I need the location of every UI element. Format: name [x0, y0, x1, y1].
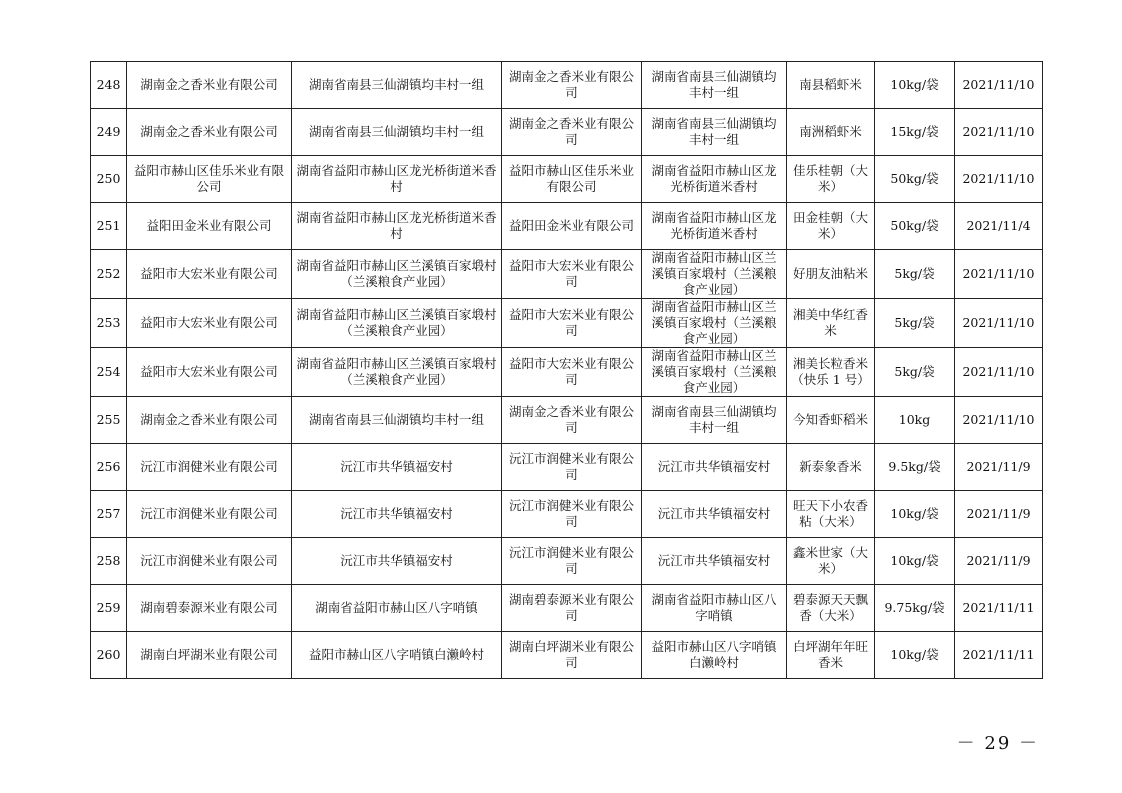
- producer-address-cell: 湖南省益阳市赫山区兰溪镇百家塅村（兰溪粮食产业园）: [292, 250, 502, 299]
- producer-name-cell: 湖南碧泰源米业有限公司: [127, 585, 292, 632]
- row-number-cell: 248: [91, 62, 127, 109]
- row-number-cell: 255: [91, 397, 127, 444]
- table-row: [91, 348, 1043, 397]
- product-name-cell: 旺天下小农香粘（大米）: [787, 491, 875, 538]
- producer-name-cell: 益阳市大宏米业有限公司: [127, 250, 292, 299]
- seller-address-cell: 湖南省南县三仙湖镇均丰村一组: [642, 109, 787, 156]
- production-date-cell: 2021/11/9: [955, 538, 1043, 585]
- seller-address-cell: 湖南省南县三仙湖镇均丰村一组: [642, 397, 787, 444]
- seller-address-cell: 益阳市赫山区八字哨镇白濑岭村: [642, 632, 787, 679]
- product-name-cell: 好朋友油粘米: [787, 250, 875, 299]
- seller-address-cell: 湖南省益阳市赫山区龙光桥街道米香村: [642, 156, 787, 203]
- seller-name-cell: 益阳市大宏米业有限公司: [502, 299, 642, 348]
- row-number-cell: 249: [91, 109, 127, 156]
- producer-address-cell: 湖南省南县三仙湖镇均丰村一组: [292, 397, 502, 444]
- producer-address-cell: 湖南省益阳市赫山区兰溪镇百家塅村（兰溪粮食产业园）: [292, 299, 502, 348]
- row-number-cell: 253: [91, 299, 127, 348]
- package-spec-cell: 50kg/袋: [875, 156, 955, 203]
- producer-name-cell: 沅江市润健米业有限公司: [127, 538, 292, 585]
- producer-name-cell: 湖南金之香米业有限公司: [127, 397, 292, 444]
- package-spec-cell: 10kg: [875, 397, 955, 444]
- table-row: [91, 299, 1043, 348]
- seller-address-cell: 湖南省益阳市赫山区龙光桥街道米香村: [642, 203, 787, 250]
- product-name-cell: 白坪湖年年旺香米: [787, 632, 875, 679]
- seller-address-cell: 湖南省南县三仙湖镇均丰村一组: [642, 62, 787, 109]
- producer-address-cell: 沅江市共华镇福安村: [292, 491, 502, 538]
- row-number-cell: 254: [91, 348, 127, 397]
- row-number-cell: 251: [91, 203, 127, 250]
- production-date-cell: 2021/11/9: [955, 444, 1043, 491]
- table-row: [91, 585, 1043, 632]
- seller-name-cell: 沅江市润健米业有限公司: [502, 491, 642, 538]
- seller-name-cell: 益阳市大宏米业有限公司: [502, 250, 642, 299]
- producer-name-cell: 益阳市赫山区佳乐米业有限公司: [127, 156, 292, 203]
- seller-name-cell: 益阳市赫山区佳乐米业有限公司: [502, 156, 642, 203]
- package-spec-cell: 15kg/袋: [875, 109, 955, 156]
- product-name-cell: 碧泰源天天飘香（大米）: [787, 585, 875, 632]
- product-name-cell: 今知香虾稻米: [787, 397, 875, 444]
- seller-address-cell: 湖南省益阳市赫山区八字哨镇: [642, 585, 787, 632]
- seller-name-cell: 益阳市大宏米业有限公司: [502, 348, 642, 397]
- product-name-cell: 南洲稻虾米: [787, 109, 875, 156]
- package-spec-cell: 10kg/袋: [875, 538, 955, 585]
- table-row: [91, 491, 1043, 538]
- seller-name-cell: 益阳田金米业有限公司: [502, 203, 642, 250]
- production-date-cell: 2021/11/9: [955, 491, 1043, 538]
- production-date-cell: 2021/11/4: [955, 203, 1043, 250]
- production-date-cell: 2021/11/11: [955, 585, 1043, 632]
- row-number-cell: 260: [91, 632, 127, 679]
- producer-name-cell: 沅江市润健米业有限公司: [127, 491, 292, 538]
- product-name-cell: 湘美长粒香米（快乐 1 号）: [787, 348, 875, 397]
- package-spec-cell: 50kg/袋: [875, 203, 955, 250]
- seller-name-cell: 湖南金之香米业有限公司: [502, 397, 642, 444]
- table-row: [91, 444, 1043, 491]
- row-number-cell: 258: [91, 538, 127, 585]
- product-name-cell: 田金桂朝（大米）: [787, 203, 875, 250]
- package-spec-cell: 9.75kg/袋: [875, 585, 955, 632]
- product-name-cell: 鑫米世家（大米）: [787, 538, 875, 585]
- product-name-cell: 佳乐桂朝（大米）: [787, 156, 875, 203]
- page-number: － 29 －: [956, 733, 1039, 754]
- table-row: [91, 203, 1043, 250]
- package-spec-cell: 5kg/袋: [875, 250, 955, 299]
- producer-name-cell: 湖南金之香米业有限公司: [127, 109, 292, 156]
- production-date-cell: 2021/11/10: [955, 348, 1043, 397]
- seller-address-cell: 沅江市共华镇福安村: [642, 538, 787, 585]
- producer-address-cell: 湖南省益阳市赫山区兰溪镇百家塅村（兰溪粮食产业园）: [292, 348, 502, 397]
- product-table: [90, 61, 1043, 679]
- product-name-cell: 湘美中华红香米: [787, 299, 875, 348]
- production-date-cell: 2021/11/10: [955, 397, 1043, 444]
- seller-address-cell: 湖南省益阳市赫山区兰溪镇百家塅村（兰溪粮食产业园）: [642, 348, 787, 397]
- producer-address-cell: 益阳市赫山区八字哨镇白濑岭村: [292, 632, 502, 679]
- producer-name-cell: 湖南金之香米业有限公司: [127, 62, 292, 109]
- producer-name-cell: 益阳市大宏米业有限公司: [127, 299, 292, 348]
- producer-address-cell: 湖南省益阳市赫山区龙光桥街道米香村: [292, 156, 502, 203]
- production-date-cell: 2021/11/10: [955, 250, 1043, 299]
- package-spec-cell: 10kg/袋: [875, 491, 955, 538]
- table-row: [91, 109, 1043, 156]
- producer-name-cell: 益阳市大宏米业有限公司: [127, 348, 292, 397]
- package-spec-cell: 10kg/袋: [875, 62, 955, 109]
- production-date-cell: 2021/11/10: [955, 109, 1043, 156]
- seller-name-cell: 湖南白坪湖米业有限公司: [502, 632, 642, 679]
- seller-address-cell: 沅江市共华镇福安村: [642, 444, 787, 491]
- producer-address-cell: 湖南省益阳市赫山区龙光桥街道米香村: [292, 203, 502, 250]
- seller-address-cell: 湖南省益阳市赫山区兰溪镇百家塅村（兰溪粮食产业园）: [642, 250, 787, 299]
- product-name-cell: 南县稻虾米: [787, 62, 875, 109]
- seller-name-cell: 沅江市润健米业有限公司: [502, 538, 642, 585]
- production-date-cell: 2021/11/11: [955, 632, 1043, 679]
- production-date-cell: 2021/11/10: [955, 62, 1043, 109]
- row-number-cell: 257: [91, 491, 127, 538]
- seller-name-cell: 湖南金之香米业有限公司: [502, 109, 642, 156]
- table-row: [91, 632, 1043, 679]
- table-row: [91, 250, 1043, 299]
- table-row: [91, 62, 1043, 109]
- package-spec-cell: 9.5kg/袋: [875, 444, 955, 491]
- seller-address-cell: 湖南省益阳市赫山区兰溪镇百家塅村（兰溪粮食产业园）: [642, 299, 787, 348]
- table-row: [91, 538, 1043, 585]
- seller-name-cell: 湖南碧泰源米业有限公司: [502, 585, 642, 632]
- product-name-cell: 新泰象香米: [787, 444, 875, 491]
- producer-address-cell: 沅江市共华镇福安村: [292, 538, 502, 585]
- table-row: [91, 397, 1043, 444]
- producer-address-cell: 湖南省南县三仙湖镇均丰村一组: [292, 109, 502, 156]
- package-spec-cell: 5kg/袋: [875, 348, 955, 397]
- producer-name-cell: 沅江市润健米业有限公司: [127, 444, 292, 491]
- row-number-cell: 252: [91, 250, 127, 299]
- package-spec-cell: 10kg/袋: [875, 632, 955, 679]
- package-spec-cell: 5kg/袋: [875, 299, 955, 348]
- row-number-cell: 250: [91, 156, 127, 203]
- seller-name-cell: 湖南金之香米业有限公司: [502, 62, 642, 109]
- producer-address-cell: 湖南省南县三仙湖镇均丰村一组: [292, 62, 502, 109]
- row-number-cell: 256: [91, 444, 127, 491]
- production-date-cell: 2021/11/10: [955, 156, 1043, 203]
- producer-name-cell: 益阳田金米业有限公司: [127, 203, 292, 250]
- seller-address-cell: 沅江市共华镇福安村: [642, 491, 787, 538]
- production-date-cell: 2021/11/10: [955, 299, 1043, 348]
- producer-address-cell: 沅江市共华镇福安村: [292, 444, 502, 491]
- seller-name-cell: 沅江市润健米业有限公司: [502, 444, 642, 491]
- table-body: [91, 62, 1043, 679]
- producer-name-cell: 湖南白坪湖米业有限公司: [127, 632, 292, 679]
- table-row: [91, 156, 1043, 203]
- producer-address-cell: 湖南省益阳市赫山区八字哨镇: [292, 585, 502, 632]
- row-number-cell: 259: [91, 585, 127, 632]
